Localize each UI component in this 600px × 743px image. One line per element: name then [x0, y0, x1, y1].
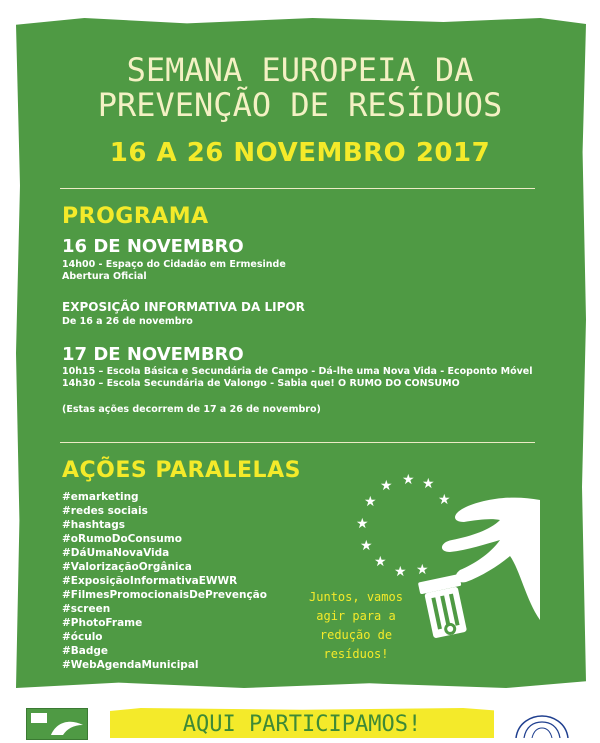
svg-text:★: ★	[402, 472, 415, 488]
svg-text:★: ★	[438, 492, 451, 508]
hashtag-item: #DáUmaNovaVida	[62, 547, 170, 559]
hashtag-item: #óculo	[62, 631, 103, 643]
hashtag-item: #emarketing	[62, 491, 139, 503]
hashtag-item: #oRumoDoConsumo	[62, 533, 182, 545]
ewwr-logo	[26, 708, 88, 740]
divider	[60, 442, 535, 443]
banner-text: AQUI PARTICIPAMOS!	[182, 712, 422, 737]
slogan-line: resíduos!	[323, 647, 389, 661]
eu-stars-icon	[356, 472, 451, 580]
svg-text:★: ★	[356, 516, 369, 532]
event-dates: 16 A 26 NOVEMBRO 2017	[109, 138, 491, 168]
parliament-logo-icon	[512, 712, 572, 738]
day2-heading: 17 DE NOVEMBRO	[62, 344, 244, 365]
hashtag-item: #hashtags	[62, 519, 125, 531]
svg-text:★: ★	[422, 476, 435, 492]
hashtag-item: #FilmesPromocionaisDePrevenção	[62, 589, 267, 601]
acoes-heading: AÇÕES PARALELAS	[62, 458, 301, 483]
day1-line: Abertura Oficial	[62, 271, 147, 282]
slogan	[296, 588, 416, 664]
svg-text:★: ★	[364, 494, 377, 510]
hashtag-item: #ValorizaçãoOrgânica	[62, 561, 192, 573]
hashtag-item: #redes sociais	[62, 505, 148, 517]
svg-text:★: ★	[394, 564, 407, 580]
day2-line: 10h15 – Escola Básica e Secundária de Campo - Dá-lhe uma Nova Vida - Ecoponto Móvel	[62, 366, 533, 377]
day1-line: 14h00 - Espaço do Cidadão em Ermesinde	[62, 259, 286, 270]
svg-text:★: ★	[374, 554, 387, 570]
hashtag-item: #ExposiçãoInformativaEWWR	[62, 575, 238, 587]
exposicao-line: De 16 a 26 de novembro	[62, 316, 193, 327]
programa-heading: PROGRAMA	[62, 204, 209, 229]
day2-line: 14h30 – Escola Secundária de Valongo - Sabia que! O RUMO DO CONSUMO	[62, 378, 460, 389]
hashtag-item: #WebAgendaMunicipal	[62, 659, 199, 671]
day1-heading: 16 DE NOVEMBRO	[62, 236, 244, 257]
hashtag-item: #PhotoFrame	[62, 617, 143, 629]
poster-title-line-1: SEMANA EUROPEIA DA	[126, 51, 474, 89]
slogan-line: Juntos, vamos	[309, 590, 403, 604]
hashtag-item: #Badge	[62, 645, 109, 657]
hashtag-list	[62, 490, 267, 672]
day2-note: (Estas ações decorrem de 17 a 26 de novembro)	[62, 404, 321, 415]
svg-text:★: ★	[380, 478, 393, 494]
hashtag-item: #screen	[62, 603, 111, 615]
svg-text:★: ★	[416, 562, 429, 578]
slogan-line: redução de	[319, 628, 393, 642]
poster-title-line-2: PREVENÇÃO DE RESÍDUOS	[97, 86, 503, 124]
exposicao-heading: EXPOSIÇÃO INFORMATIVA DA LIPOR	[62, 300, 305, 314]
svg-text:★: ★	[360, 538, 373, 554]
divider	[60, 188, 535, 189]
slogan-line: agir para a	[316, 609, 396, 623]
